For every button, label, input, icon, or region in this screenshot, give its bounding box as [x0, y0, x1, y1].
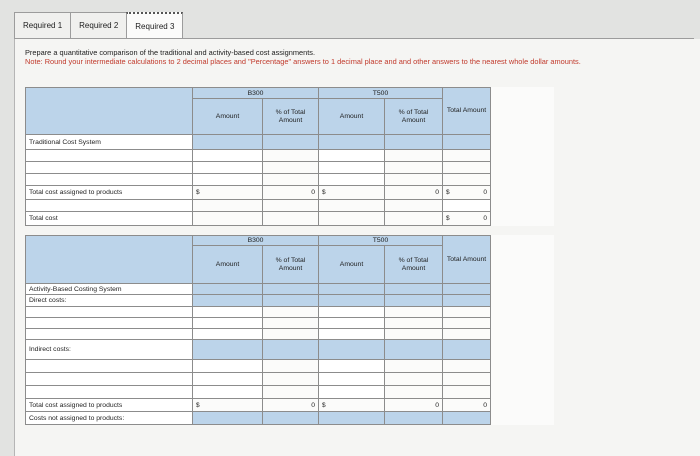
abc-pct-a-value: 0 — [263, 399, 319, 412]
header-amount-a: Amount — [193, 99, 263, 135]
abc-not-assigned-label: Costs not assigned to products: — [26, 412, 193, 425]
trad-row-input[interactable] — [26, 200, 193, 212]
header-amount-b: Amount — [319, 99, 385, 135]
trad-pct-a-value: 0 — [263, 186, 319, 200]
header-product-a: B300 — [193, 88, 319, 99]
abc-header-pct-a: % of Total Amount — [263, 246, 319, 284]
trad-pct-b-value: 0 — [385, 186, 443, 200]
tab-required-1[interactable]: Required 1 — [14, 12, 71, 38]
header-blank — [26, 88, 193, 135]
abc-direct-input[interactable] — [26, 318, 193, 329]
trad-row-input[interactable] — [26, 174, 193, 186]
abc-header-amount-b: Amount — [319, 246, 385, 284]
section-label-traditional: Traditional Cost System — [26, 135, 193, 150]
question-panel — [14, 39, 700, 456]
header-pct-b: % of Total Amount — [385, 99, 443, 135]
abc-dollar-a: $ — [193, 399, 263, 412]
abc-indirect-label: Indirect costs: — [26, 340, 193, 360]
abc-header-amount-a: Amount — [193, 246, 263, 284]
tab-bar — [14, 12, 182, 38]
trad-row-input[interactable] — [26, 150, 193, 162]
trad-total-value: $ 0 — [443, 186, 491, 200]
section-label-abc: Activity-Based Costing System — [26, 284, 193, 295]
tab-required-3[interactable]: Required 3 — [126, 12, 183, 38]
tab-required-2[interactable]: Required 2 — [70, 12, 127, 38]
abc-indirect-input[interactable] — [26, 386, 193, 399]
abc-direct-label: Direct costs: — [26, 295, 193, 307]
trad-dollar-a: $ — [193, 186, 263, 200]
abc-direct-input[interactable] — [26, 307, 193, 318]
instructions — [25, 48, 585, 66]
abc-direct-input[interactable] — [26, 329, 193, 340]
abc-indirect-input[interactable] — [26, 373, 193, 386]
trad-total-cost-value: $ 0 — [443, 212, 491, 226]
trad-row-input[interactable] — [26, 162, 193, 174]
abc-header-product-b: T500 — [319, 236, 443, 246]
abc-total-assigned-label: Total cost assigned to products — [26, 399, 193, 412]
header-pct-a: % of Total Amount — [263, 99, 319, 135]
abc-header-product-a: B300 — [193, 236, 319, 246]
abc-total-value: 0 — [443, 399, 491, 412]
header-product-b: T500 — [319, 88, 443, 99]
abc-indirect-input[interactable] — [26, 360, 193, 373]
traditional-cost-table — [25, 87, 554, 226]
trad-dollar-b: $ — [319, 186, 385, 200]
instruction-note: Note: Round your intermediate calculations to 2 decimal places and "Percentage" answers to 1 decimal place and and other answers to the nearest whole dollar amounts. — [25, 57, 581, 66]
abc-pct-b-value: 0 — [385, 399, 443, 412]
abc-header-pct-b: % of Total Amount — [385, 246, 443, 284]
abc-header-blank — [26, 236, 193, 284]
trad-total-assigned-label: Total cost assigned to products — [26, 186, 193, 200]
abc-cost-table — [25, 235, 554, 425]
instruction-text: Prepare a quantitative comparison of the traditional and activity-based cost assignments. — [25, 48, 316, 57]
abc-dollar-b: $ — [319, 399, 385, 412]
header-total-amount: Total Amount — [443, 88, 491, 135]
trad-total-cost-label: Total cost — [26, 212, 193, 226]
abc-header-total-amount: Total Amount — [443, 236, 491, 284]
